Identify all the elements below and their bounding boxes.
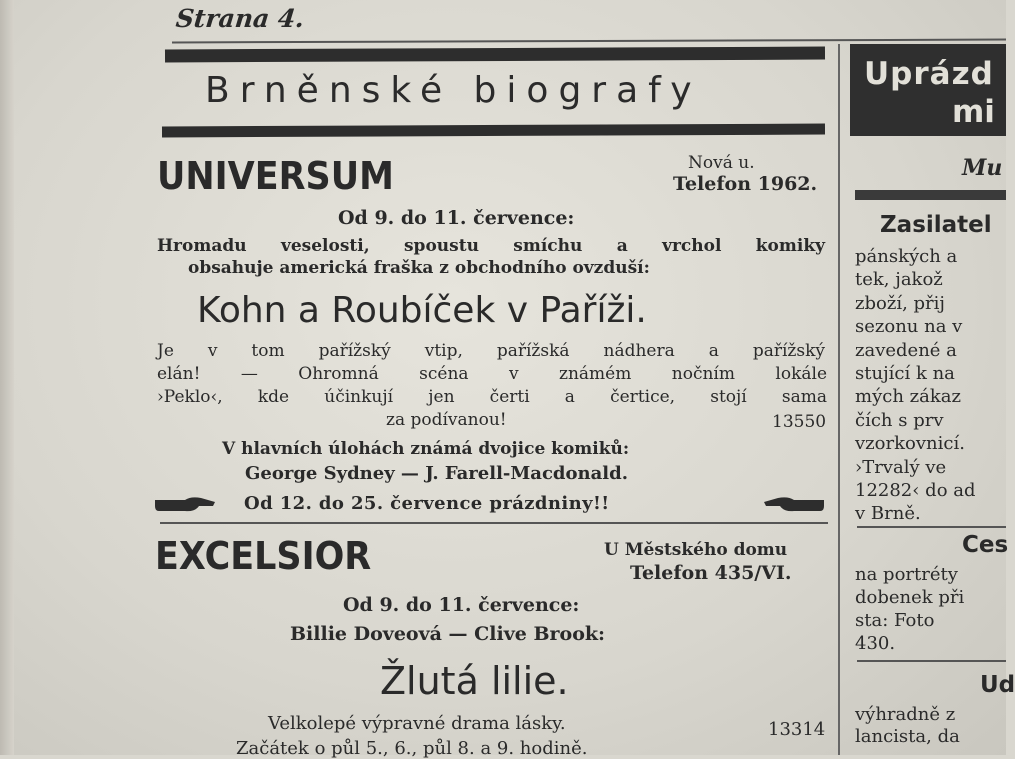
excelsior-phone: Telefon 435/VI. <box>630 562 792 584</box>
right-line: čích s prv <box>855 409 944 431</box>
right-line: dobenek při <box>855 587 965 608</box>
pointing-hand-left-icon <box>762 494 824 516</box>
universum-film-title: Kohn a Roubíček v Paříži. <box>197 290 647 331</box>
right-title-2: Ces <box>962 532 1009 558</box>
universum-holiday: Od 12. do 25. července prázdniny!! <box>244 493 610 514</box>
right-header-1: Uprázd <box>864 56 994 92</box>
universum-intro-2: obsahuje americká fraška z obchodního ovzduší: <box>188 258 650 278</box>
universum-dates: Od 9. do 11. července: <box>338 207 575 229</box>
right-line: sta: Foto <box>855 610 935 631</box>
pointing-hand-right-icon <box>155 494 217 516</box>
excelsior-cast: Billie Doveová — Clive Brook: <box>290 623 606 645</box>
right-divider-2 <box>857 660 1006 662</box>
universum-cast-label: V hlavních úlohách známá dvojice komiků: <box>222 439 630 459</box>
right-lines-2 <box>855 564 1006 656</box>
right-lines-3 <box>855 704 1006 748</box>
universum-desc-1: Je v tom pařížský vtip, pařížská nádhera a pařížský <box>157 341 825 361</box>
right-line: lancista, da <box>855 726 960 747</box>
section-title: Brněnské biografy <box>205 70 702 111</box>
right-line: tek, jakož <box>855 269 943 291</box>
universum-desc-3: ›Peklo‹, kde účinkují jen čerti a čertice, stojí sama <box>157 387 827 407</box>
universum-address: Nová u. <box>688 153 755 173</box>
right-line: zboží, přij <box>855 292 945 314</box>
right-line: 430. <box>855 633 896 654</box>
excelsior-film-title: Žlutá lilie. <box>380 659 569 703</box>
universum-cast: George Sydney — J. Farell-Macdonald. <box>245 463 628 484</box>
right-line: mých zákaz <box>855 386 961 408</box>
excelsior-name: EXCELSIOR <box>155 534 372 578</box>
universum-desc-2: elán! — Ohromná scéna v známém nočním lokále <box>157 364 827 384</box>
excelsior-address: U Městského domu <box>604 540 788 560</box>
right-lines <box>855 246 1006 527</box>
right-line: výhradně z <box>855 704 956 725</box>
excelsior-ad-number: 13314 <box>768 719 826 740</box>
universum-intro-1: Hromadu veselosti, spoustu smíchu a vrchol komiky <box>157 236 825 256</box>
right-line: pánských a <box>855 246 958 267</box>
excelsior-desc: Velkolepé výpravné drama lásky. <box>268 713 566 734</box>
right-header-2: mi <box>952 94 995 130</box>
right-line: v Brně. <box>855 503 921 525</box>
right-title: Zasilatel <box>880 212 992 238</box>
page-label: Strana 4. <box>174 4 306 33</box>
universum-desc-4: za podívanou! <box>386 410 507 430</box>
column-separator <box>838 44 840 755</box>
excelsior-dates: Od 9. do 11. července: <box>343 594 580 616</box>
universum-ad-number: 13550 <box>772 412 827 432</box>
right-line: sezonu na v <box>855 316 963 338</box>
right-title-3: Ud <box>980 672 1015 698</box>
right-line: zavedené a <box>855 339 957 361</box>
universum-phone: Telefon 1962. <box>673 173 818 195</box>
right-sub: Mu <box>962 155 1003 181</box>
right-line: vzorkovnicí. <box>855 433 965 455</box>
page-edge <box>0 0 14 755</box>
right-line: stující k na <box>855 362 955 384</box>
right-line: na portréty <box>855 564 958 585</box>
right-rule <box>855 190 1006 200</box>
right-line: ›Trvalý ve <box>855 456 947 478</box>
right-divider-1 <box>857 526 1006 528</box>
right-line: 12282‹ do ad <box>855 479 976 501</box>
excelsior-start: Začátek o půl 5., 6., půl 8. a 9. hodině. <box>236 738 588 759</box>
universum-name: UNIVERSUM <box>157 154 394 198</box>
ad-divider <box>160 522 828 524</box>
